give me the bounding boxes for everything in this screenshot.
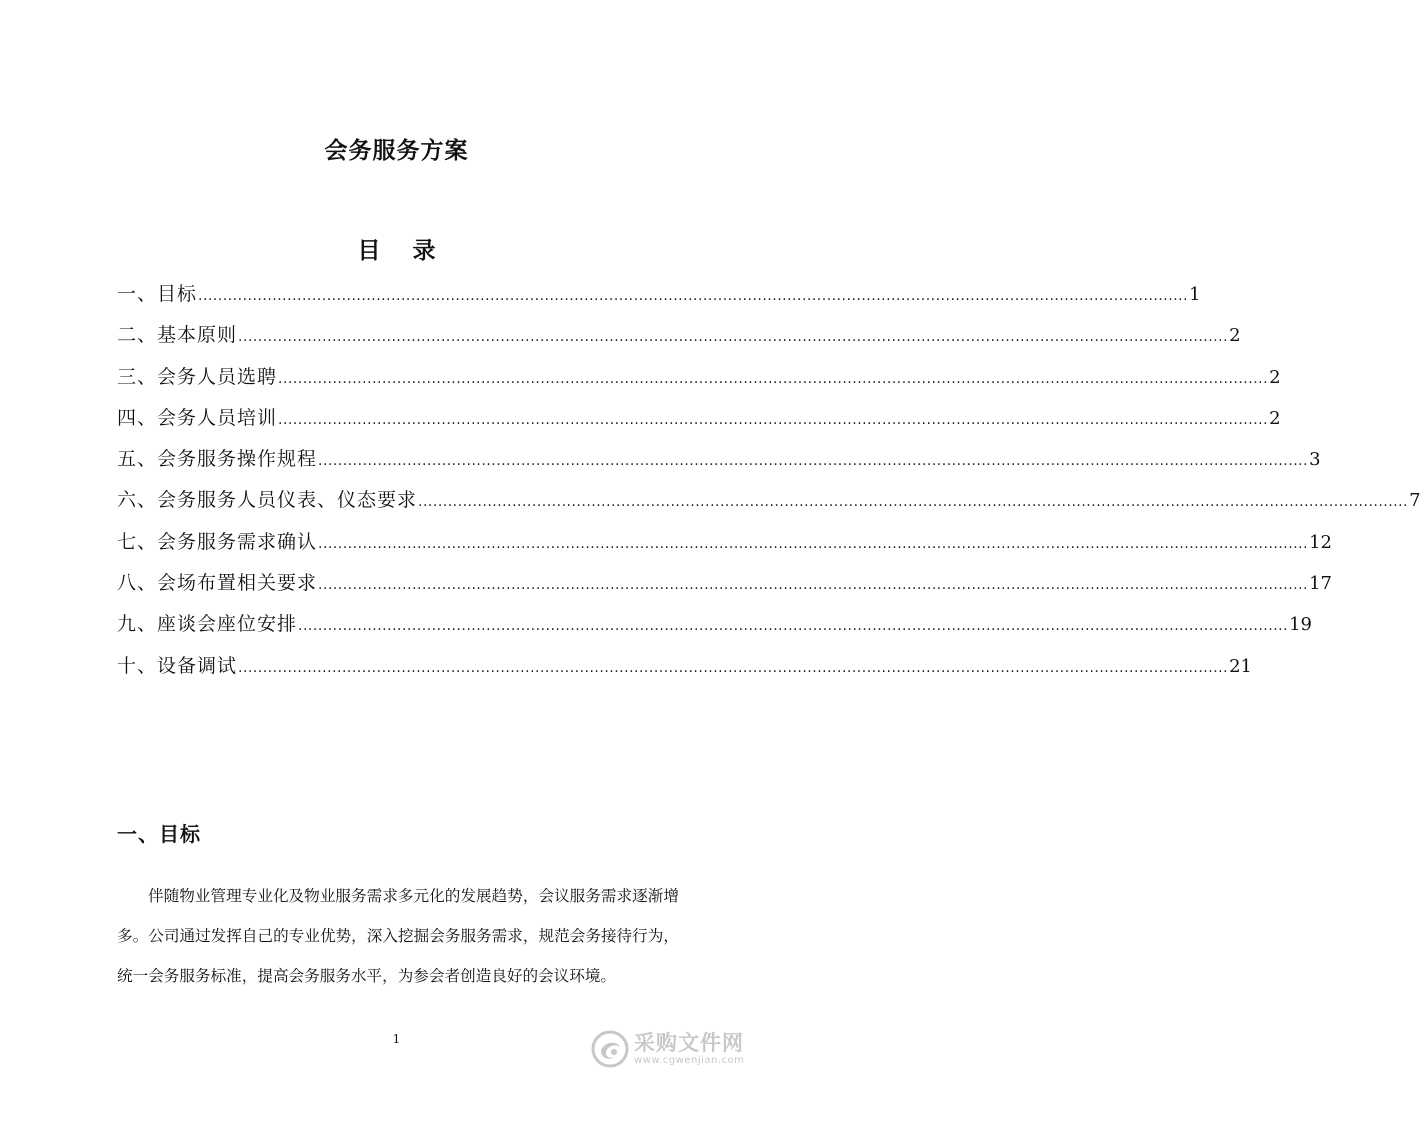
- toc-leader-dots: ........................................................................................................................................................................................................: [418, 494, 1409, 511]
- toc-entry-page: 3: [1309, 449, 1321, 471]
- toc-entry[interactable]: [117, 317, 1241, 358]
- toc-entry-page: 1: [1189, 284, 1201, 305]
- toc-leader-dots: ........................................................................................................................................................................................................: [278, 411, 1269, 428]
- toc-entry-page: 2: [1269, 366, 1281, 388]
- toc-entry[interactable]: [117, 648, 1252, 689]
- toc-leader-dots: ........................................................................................................................................................................................................: [318, 453, 1309, 470]
- toc-entry[interactable]: [117, 276, 1201, 317]
- toc-leader-dots: ........................................................................................................................................................................................................: [238, 329, 1229, 346]
- toc-entry-label: 二、基本原则: [117, 324, 238, 347]
- toc-entry-label: 四、会务人员培训: [117, 406, 278, 429]
- toc-entry-label: 一、目标: [117, 283, 198, 305]
- document-title: 会务服务方案: [324, 138, 469, 164]
- toc-title: 目 录: [357, 238, 448, 264]
- toc-leader-dots: ........................................................................................................................................................................................................: [298, 618, 1289, 635]
- page-number: 1: [392, 1032, 401, 1046]
- watermark-site-name: 采购文件网: [634, 1031, 744, 1055]
- toc-entry-page: 7: [1409, 490, 1421, 512]
- toc-entry-label: 九、座谈会座位安排: [117, 613, 298, 636]
- toc-leader-dots: ........................................................................................................................................................................................................: [238, 659, 1229, 676]
- watermark-site-url: www.cgwenjian.com: [634, 1055, 745, 1066]
- toc-leader-dots: ........................................................................................................................................................................................................: [318, 535, 1309, 552]
- toc-entry[interactable]: [117, 359, 1281, 400]
- toc-entry-page: 17: [1309, 573, 1332, 595]
- toc-entry[interactable]: [117, 565, 1332, 606]
- toc-entry-label: 八、会场布置相关要求: [117, 572, 318, 595]
- toc-entry-page: 12: [1309, 531, 1332, 553]
- toc-entry[interactable]: [117, 400, 1281, 441]
- toc-entry[interactable]: [117, 524, 1332, 565]
- toc-leader-dots: ........................................................................................................................................................................................................: [198, 288, 1189, 304]
- table-of-contents: [117, 276, 1421, 689]
- toc-entry[interactable]: [117, 482, 1421, 523]
- toc-entry-page: 2: [1229, 325, 1241, 347]
- toc-entry-label: 五、会务服务操作规程: [117, 448, 318, 471]
- toc-entry-page: 2: [1269, 407, 1281, 429]
- toc-entry-page: 19: [1289, 614, 1312, 636]
- toc-entry-label: 十、设备调试: [117, 654, 238, 677]
- toc-leader-dots: ........................................................................................................................................................................................................: [318, 577, 1309, 594]
- site-watermark: [590, 1024, 780, 1074]
- toc-entry[interactable]: [117, 606, 1312, 647]
- toc-entry-page: 21: [1229, 655, 1252, 677]
- toc-entry[interactable]: [117, 441, 1321, 482]
- toc-leader-dots: ........................................................................................................................................................................................................: [278, 370, 1269, 387]
- section-heading: 一、目标: [117, 822, 201, 846]
- cgwenjian-logo-icon: [590, 1029, 630, 1069]
- body-paragraph: 伴随物业管理专业化及物业服务需求多元化的发展趋势，会议服务需求逐渐增多。公司通过发挥自己的专业优势，深入挖掘会务服务需求，规范会务接待行为，统一会务服务标准，提高会务服务水平，为参会者创造良好的会议环境。: [117, 887, 679, 985]
- toc-entry-label: 三、会务人员选聘: [117, 365, 278, 388]
- toc-entry-label: 六、会务服务人员仪表、仪态要求: [117, 489, 418, 512]
- toc-entry-label: 七、会务服务需求确认: [117, 530, 318, 553]
